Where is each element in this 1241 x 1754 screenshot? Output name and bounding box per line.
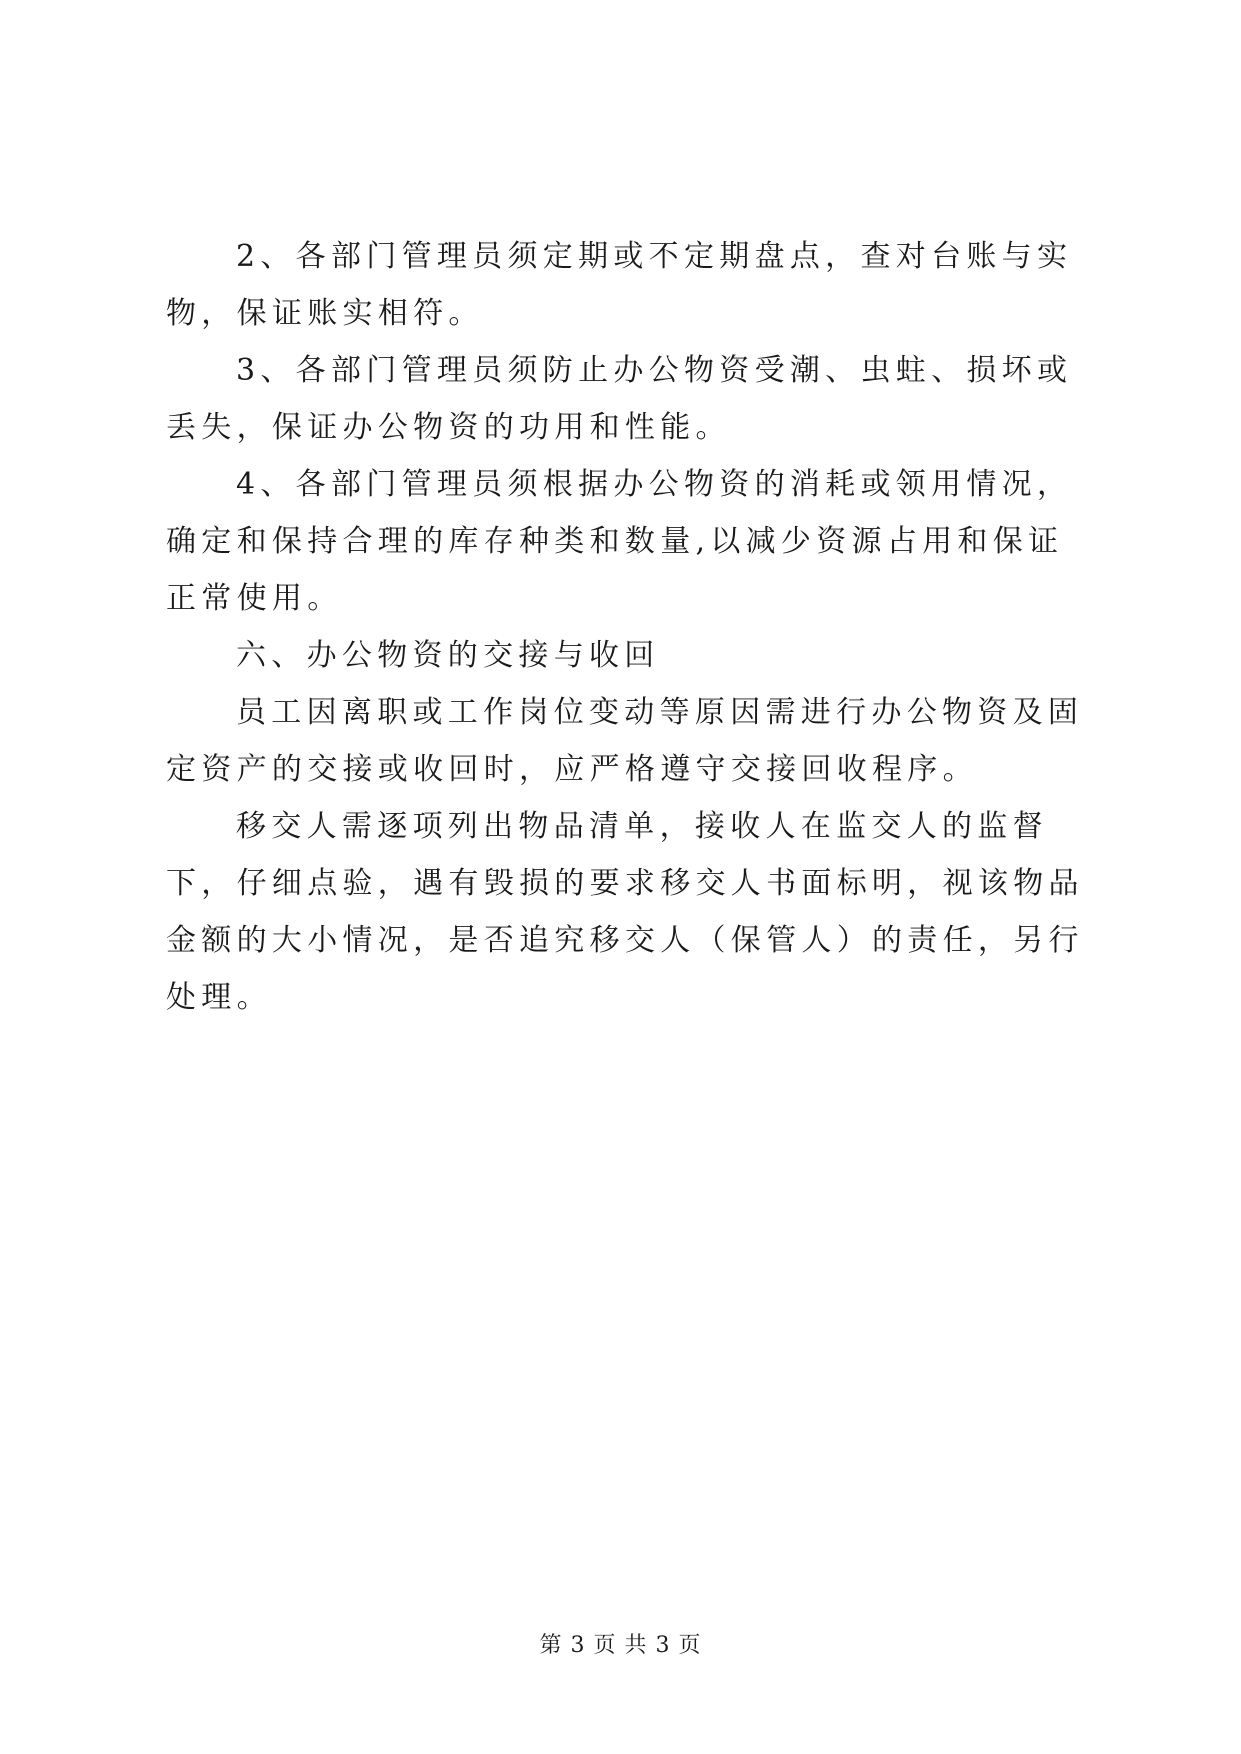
paragraph-handover: 员工因离职或工作岗位变动等原因需进行办公物资及固定资产的交接或收回时，应严格遵守交接回收程序。 [166,695,1084,787]
section-heading: 六、办公物资的交接与收回 [236,638,660,673]
paragraph-transfer: 移交人需逐项列出物品清单，接收人在监交人的监督下，仔细点验，遇有毁损的要求移交人书面标明，视该物品金额的大小情况，是否追究移交人（保管人）的责任，另行处理。 [166,809,1084,1015]
document-body [166,228,1096,1026]
paragraph-item-2: 2、各部门管理员须定期或不定期盘点，查对台账与实物，保证账实相符。 [166,239,1073,331]
paragraph-item-3: 3、各部门管理员须防止办公物资受潮、虫蛀、损坏或丢失，保证办公物资的功用和性能。 [166,353,1073,445]
paragraph-item-4: 4、各部门管理员须根据办公物资的消耗或领用情况，确定和保持合理的库存种类和数量,以减少资源占用和保证正常使用。 [166,467,1073,616]
page-number-footer: 第 3 页 共 3 页 [539,1633,702,1658]
